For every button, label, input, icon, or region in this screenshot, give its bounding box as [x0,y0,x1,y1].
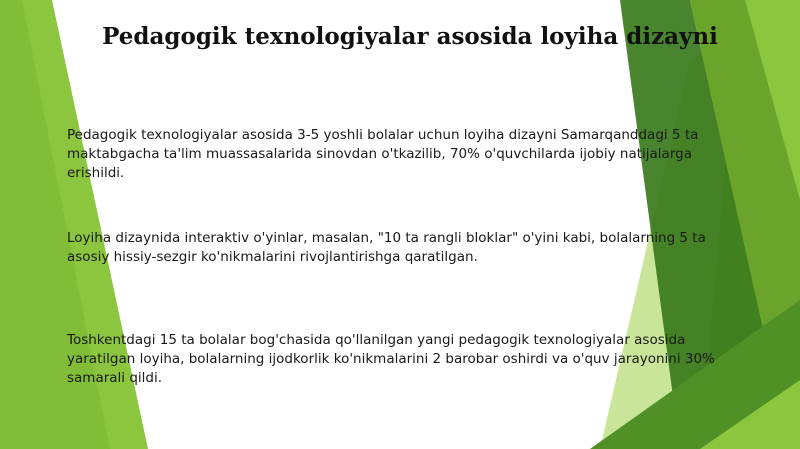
paragraph-3: Toshkentdagi 15 ta bolalar bog'chasida qo'llanilgan yangi pedagogik texnologiyalar asosida yaratilgan loyiha, bolalarning ijodkorlik ko'nikmalarini 2 barobar oshirdi va o'quv jarayonini 30% samarali qildi. [67,332,715,386]
paragraph-2: Loyiha dizaynida interaktiv o'yinlar, masalan, "10 ta rangli bloklar" o'yini kabi, bolalarning 5 ta asosiy hissiy-sezgir ko'nikmalarini rivojlantirishga qaratilgan. [67,230,706,265]
page-title: Pedagogik texnologiyalar asosida loyiha dizayni [102,23,718,50]
paragraph-1: Pedagogik texnologiyalar asosida 3-5 yoshli bolalar uchun loyiha dizayni Samarqanddagi 5 ta maktabgacha ta'lim muassasalarida sinovdan o'tkazilib, 70% o'quvchilarda ijobiy natijalarga erishildi. [67,127,699,181]
